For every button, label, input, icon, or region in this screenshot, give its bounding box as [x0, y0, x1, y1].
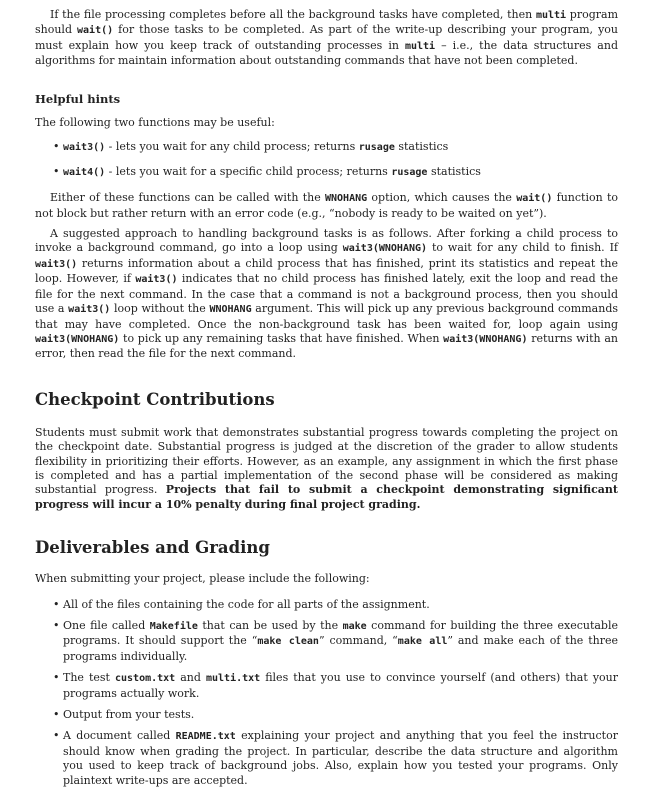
checkpoint-paragraph: Students must submit work that demonstrates substantial progress towards completing the project on the checkpoint date. Substantial progress is judged at the discretion of the grader to allow students flexibility in prioritizing their efforts. However, as an example, any assignment in which the first phase is completed and has a partial implementation of the second phase will be considered as making substantial progress. Projects that fail to submit a checkpoint demonstrating significant progress will incur a 10% penalty during final project grading. — [35, 425, 618, 511]
helpful-hints-heading: Helpful hints — [35, 91, 121, 106]
list-item: • Output from your tests. — [53, 708, 195, 721]
deliverables-list — [35, 598, 618, 788]
list-item: • All of the files containing the code for all parts of the assignment. — [53, 597, 430, 611]
intro-paragraph: If the file processing completes before all the background tasks have completed, then multi program should wait() for those tasks to be completed. As part of the write-up describing your program, you must explain how you keep track of outstanding processes in multi – i.e., the data structures and algorithms for maintain information about outstanding commands that have not been completed. — [35, 8, 618, 68]
list-item: • One file called Makefile that can be used by the make command for building the three executable programs. It should support the “make clean” command, “make all” and make each of the three programs individually. — [53, 618, 618, 663]
deliverables-intro: When submitting your project, please include the following: — [35, 572, 370, 586]
hints-list — [35, 140, 618, 180]
document-page — [35, 8, 618, 788]
wnohang-paragraph: Either of these functions can be called with the WNOHANG option, which causes the wait() function to not block but rather return with an error code (e.g., “nobody is ready to be waited on yet”). — [35, 191, 618, 220]
list-item: • wait4() - lets you wait for a specific child process; returns rusage statistics — [53, 164, 481, 178]
checkpoint-heading: Checkpoint Contributions — [35, 389, 275, 409]
approach-paragraph: A suggested approach to handling background tasks is as follows. After forking a child process to invoke a background command, go into a loop using wait3(WNOHANG) to wait for any child to finish. If wait3() returns information about a child process that has finished, print its statistics and repeat the loop. However, if wait3() indicates that no child process has finished lately, exit the loop and read the file for the next command. In the case that a command is not a background process, then you should use a wait3() loop without the WNOHANG argument. This will pick up any previous background commands that may have completed. Once the non-background task has been waited for, loop again using wait3(WNOHANG) to pick up any remaining tasks that have finished. When wait3(WNOHANG) returns with an error, then read the file for the next command. — [35, 227, 619, 361]
hints-intro: The following two functions may be useful: — [35, 116, 275, 130]
deliverables-heading: Deliverables and Grading — [35, 538, 270, 558]
list-item: • A document called README.txt explaining your project and anything that you feel the instructor should know when grading the project. In particular, describe the data structure and algorithm you used to keep track of background jobs. Also, explain how you tested your programs. Only plaintext write-ups are accepted. — [53, 729, 618, 787]
list-item: • The test custom.txt and multi.txt files that you use to convince yourself (and others) that your programs actually work. — [53, 671, 618, 700]
list-item: • wait3() - lets you wait for any child process; returns rusage statistics — [53, 140, 449, 154]
